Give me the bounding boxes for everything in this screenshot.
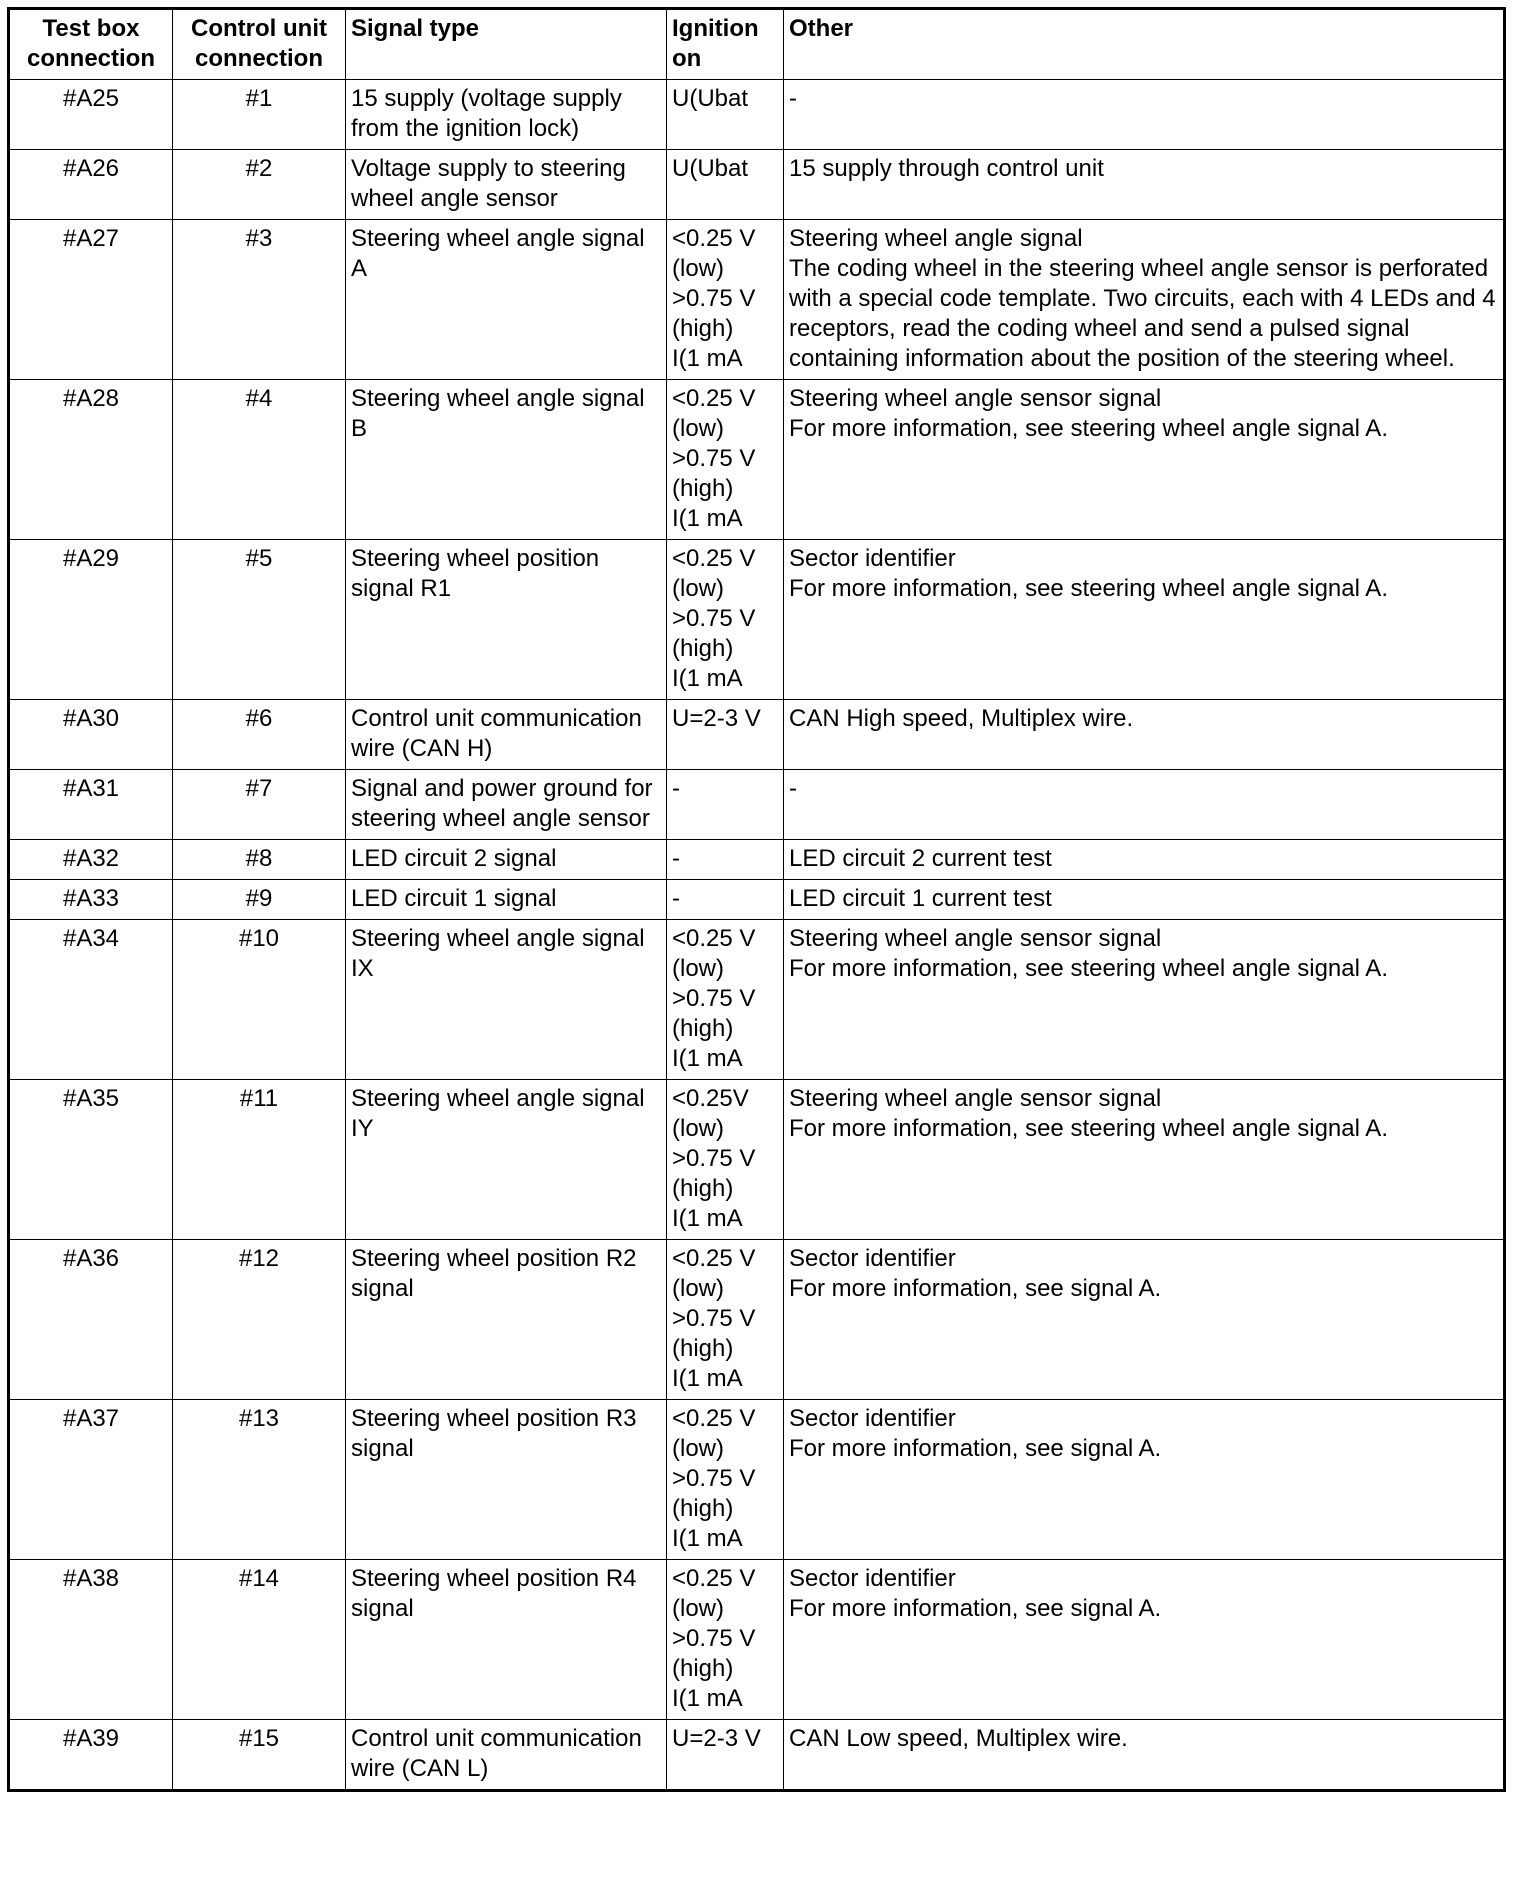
table-row bbox=[9, 1080, 1505, 1240]
signal-type-cell: Steering wheel angle signal IX bbox=[346, 920, 667, 1080]
test-box-cell: #A30 bbox=[9, 700, 173, 770]
other-cell bbox=[784, 1720, 1505, 1791]
test-box-cell: #A28 bbox=[9, 380, 173, 540]
other-line: Steering wheel angle sensor signal bbox=[789, 1085, 1162, 1112]
ignition-line: U(Ubat bbox=[672, 85, 749, 112]
ignition-line: I(1 mA bbox=[672, 665, 743, 692]
ignition-line: (low) bbox=[672, 415, 724, 442]
other-line: For more information, see steering wheel angle signal A. bbox=[789, 575, 1388, 602]
ignition-line: U=2-3 V bbox=[672, 1725, 761, 1752]
ignition-cell bbox=[667, 540, 784, 700]
table-row bbox=[9, 1240, 1505, 1400]
ignition-line: <0.25 V bbox=[672, 385, 756, 412]
ignition-line: - bbox=[672, 775, 680, 802]
test-box-cell: #A29 bbox=[9, 540, 173, 700]
test-box-cell: #A38 bbox=[9, 1560, 173, 1720]
other-line: LED circuit 1 current test bbox=[789, 885, 1052, 912]
signal-type-cell: Steering wheel position R2 signal bbox=[346, 1240, 667, 1400]
signal-type-cell: Steering wheel position R3 signal bbox=[346, 1400, 667, 1560]
other-line: CAN High speed, Multiplex wire. bbox=[789, 705, 1134, 732]
table-header bbox=[9, 9, 1505, 80]
ignition-line: >0.75 V bbox=[672, 285, 756, 312]
signal-type-cell: Steering wheel angle signal A bbox=[346, 220, 667, 380]
ignition-line: (high) bbox=[672, 1015, 734, 1042]
other-line: 15 supply through control unit bbox=[789, 155, 1104, 182]
signal-type-cell: Steering wheel angle signal B bbox=[346, 380, 667, 540]
ignition-line: >0.75 V bbox=[672, 445, 756, 472]
other-cell bbox=[784, 1240, 1505, 1400]
test-box-cell: #A34 bbox=[9, 920, 173, 1080]
other-line: For more information, see steering wheel angle signal A. bbox=[789, 955, 1388, 982]
ignition-line: <0.25 V bbox=[672, 925, 756, 952]
ignition-cell bbox=[667, 920, 784, 1080]
ignition-line: (high) bbox=[672, 315, 734, 342]
ignition-line: - bbox=[672, 845, 680, 872]
ignition-line: (low) bbox=[672, 575, 724, 602]
table-row bbox=[9, 380, 1505, 540]
header-signal-type: Signal type bbox=[346, 9, 667, 80]
ignition-line: I(1 mA bbox=[672, 1205, 743, 1232]
ignition-line: (low) bbox=[672, 255, 724, 282]
signal-type-cell: Control unit communication wire (CAN L) bbox=[346, 1720, 667, 1791]
ignition-line: <0.25 V bbox=[672, 1405, 756, 1432]
table-row bbox=[9, 1400, 1505, 1560]
ignition-line: U=2-3 V bbox=[672, 705, 761, 732]
table-row bbox=[9, 80, 1505, 150]
control-unit-cell: #15 bbox=[173, 1720, 346, 1791]
table-row bbox=[9, 1720, 1505, 1791]
ignition-line: <0.25 V bbox=[672, 1245, 756, 1272]
other-line: Steering wheel angle sensor signal bbox=[789, 925, 1162, 952]
other-line: For more information, see steering wheel angle signal A. bbox=[789, 415, 1388, 442]
ignition-line: (high) bbox=[672, 1175, 734, 1202]
table-row bbox=[9, 540, 1505, 700]
control-unit-cell: #6 bbox=[173, 700, 346, 770]
table-row bbox=[9, 770, 1505, 840]
other-line: For more information, see signal A. bbox=[789, 1275, 1162, 1302]
control-unit-cell: #4 bbox=[173, 380, 346, 540]
control-unit-cell: #11 bbox=[173, 1080, 346, 1240]
ignition-line: >0.75 V bbox=[672, 1145, 756, 1172]
ignition-line: <0.25 V bbox=[672, 225, 756, 252]
other-line: - bbox=[789, 85, 797, 112]
ignition-cell bbox=[667, 1720, 784, 1791]
ignition-line: (low) bbox=[672, 1275, 724, 1302]
control-unit-cell: #2 bbox=[173, 150, 346, 220]
ignition-line: <0.25V bbox=[672, 1085, 749, 1112]
other-cell bbox=[784, 380, 1505, 540]
signal-table bbox=[7, 7, 1506, 1792]
control-unit-cell: #12 bbox=[173, 1240, 346, 1400]
test-box-cell: #A31 bbox=[9, 770, 173, 840]
ignition-line: I(1 mA bbox=[672, 1045, 743, 1072]
other-line: Sector identifier bbox=[789, 1245, 956, 1272]
ignition-line: <0.25 V bbox=[672, 1565, 756, 1592]
ignition-cell bbox=[667, 380, 784, 540]
control-unit-cell: #1 bbox=[173, 80, 346, 150]
signal-type-cell: Voltage supply to steering wheel angle sensor bbox=[346, 150, 667, 220]
header-row bbox=[9, 9, 1505, 80]
signal-type-cell: LED circuit 2 signal bbox=[346, 840, 667, 880]
signal-type-cell: Steering wheel angle signal IY bbox=[346, 1080, 667, 1240]
ignition-line: (low) bbox=[672, 955, 724, 982]
ignition-cell bbox=[667, 80, 784, 150]
control-unit-cell: #3 bbox=[173, 220, 346, 380]
test-box-cell: #A39 bbox=[9, 1720, 173, 1791]
ignition-cell bbox=[667, 1400, 784, 1560]
other-cell bbox=[784, 700, 1505, 770]
other-cell bbox=[784, 220, 1505, 380]
control-unit-cell: #13 bbox=[173, 1400, 346, 1560]
other-cell bbox=[784, 1560, 1505, 1720]
other-line: Sector identifier bbox=[789, 545, 956, 572]
table-row bbox=[9, 700, 1505, 770]
header-control-unit-connection: Control unit connection bbox=[173, 9, 346, 80]
other-line: Steering wheel angle sensor signal bbox=[789, 385, 1162, 412]
other-cell bbox=[784, 840, 1505, 880]
ignition-line: I(1 mA bbox=[672, 1685, 743, 1712]
ignition-cell bbox=[667, 1560, 784, 1720]
test-box-cell: #A26 bbox=[9, 150, 173, 220]
ignition-line: (low) bbox=[672, 1435, 724, 1462]
signal-type-cell: Steering wheel position R4 signal bbox=[346, 1560, 667, 1720]
ignition-line: (high) bbox=[672, 1495, 734, 1522]
table-row bbox=[9, 880, 1505, 920]
other-line: - bbox=[789, 775, 797, 802]
signal-type-cell: Signal and power ground for steering wheel angle sensor bbox=[346, 770, 667, 840]
control-unit-cell: #7 bbox=[173, 770, 346, 840]
control-unit-cell: #5 bbox=[173, 540, 346, 700]
header-other: Other bbox=[784, 9, 1505, 80]
table-row bbox=[9, 1560, 1505, 1720]
ignition-line: >0.75 V bbox=[672, 1465, 756, 1492]
test-box-cell: #A25 bbox=[9, 80, 173, 150]
test-box-cell: #A35 bbox=[9, 1080, 173, 1240]
header-test-box-connection: Test box connection bbox=[9, 9, 173, 80]
test-box-cell: #A33 bbox=[9, 880, 173, 920]
other-line: Sector identifier bbox=[789, 1565, 956, 1592]
other-line: CAN Low speed, Multiplex wire. bbox=[789, 1725, 1128, 1752]
ignition-line: (high) bbox=[672, 635, 734, 662]
other-cell bbox=[784, 1400, 1505, 1560]
ignition-cell bbox=[667, 700, 784, 770]
ignition-cell bbox=[667, 1240, 784, 1400]
test-box-cell: #A32 bbox=[9, 840, 173, 880]
ignition-cell bbox=[667, 880, 784, 920]
table-row bbox=[9, 920, 1505, 1080]
control-unit-cell: #8 bbox=[173, 840, 346, 880]
test-box-cell: #A36 bbox=[9, 1240, 173, 1400]
ignition-line: >0.75 V bbox=[672, 605, 756, 632]
ignition-cell bbox=[667, 770, 784, 840]
other-cell bbox=[784, 80, 1505, 150]
table-row bbox=[9, 220, 1505, 380]
ignition-cell bbox=[667, 220, 784, 380]
other-line: The coding wheel in the steering wheel angle sensor is perforated with a special code template. Two circuits, each with 4 LEDs and 4 receptors, read the coding wheel and send a pulsed signal containing information about the position of the steering wheel. bbox=[789, 255, 1496, 372]
test-box-cell: #A27 bbox=[9, 220, 173, 380]
other-line: For more information, see steering wheel angle signal A. bbox=[789, 1115, 1388, 1142]
ignition-line: >0.75 V bbox=[672, 985, 756, 1012]
other-cell bbox=[784, 1080, 1505, 1240]
test-box-cell: #A37 bbox=[9, 1400, 173, 1560]
other-cell bbox=[784, 880, 1505, 920]
ignition-line: <0.25 V bbox=[672, 545, 756, 572]
ignition-line: I(1 mA bbox=[672, 505, 743, 532]
ignition-line: (high) bbox=[672, 1655, 734, 1682]
signal-type-cell: Control unit communication wire (CAN H) bbox=[346, 700, 667, 770]
ignition-line: >0.75 V bbox=[672, 1305, 756, 1332]
ignition-line: I(1 mA bbox=[672, 345, 743, 372]
table-row bbox=[9, 840, 1505, 880]
header-ignition-on: Ignition on bbox=[667, 9, 784, 80]
other-cell bbox=[784, 540, 1505, 700]
signal-type-cell: LED circuit 1 signal bbox=[346, 880, 667, 920]
other-cell bbox=[784, 920, 1505, 1080]
table-row bbox=[9, 150, 1505, 220]
ignition-line: (low) bbox=[672, 1595, 724, 1622]
ignition-cell bbox=[667, 150, 784, 220]
other-line: Steering wheel angle signal bbox=[789, 225, 1083, 252]
other-cell bbox=[784, 770, 1505, 840]
other-line: Sector identifier bbox=[789, 1405, 956, 1432]
table-body bbox=[9, 80, 1505, 1791]
ignition-cell bbox=[667, 1080, 784, 1240]
ignition-line: - bbox=[672, 885, 680, 912]
ignition-line: I(1 mA bbox=[672, 1525, 743, 1552]
other-line: For more information, see signal A. bbox=[789, 1435, 1162, 1462]
ignition-line: >0.75 V bbox=[672, 1625, 756, 1652]
ignition-cell bbox=[667, 840, 784, 880]
ignition-line: (low) bbox=[672, 1115, 724, 1142]
ignition-line: (high) bbox=[672, 475, 734, 502]
other-line: For more information, see signal A. bbox=[789, 1595, 1162, 1622]
ignition-line: I(1 mA bbox=[672, 1365, 743, 1392]
signal-type-cell: Steering wheel position signal R1 bbox=[346, 540, 667, 700]
signal-type-cell: 15 supply (voltage supply from the ignition lock) bbox=[346, 80, 667, 150]
control-unit-cell: #10 bbox=[173, 920, 346, 1080]
ignition-line: U(Ubat bbox=[672, 155, 749, 182]
control-unit-cell: #9 bbox=[173, 880, 346, 920]
other-line: LED circuit 2 current test bbox=[789, 845, 1052, 872]
control-unit-cell: #14 bbox=[173, 1560, 346, 1720]
ignition-line: (high) bbox=[672, 1335, 734, 1362]
other-cell bbox=[784, 150, 1505, 220]
